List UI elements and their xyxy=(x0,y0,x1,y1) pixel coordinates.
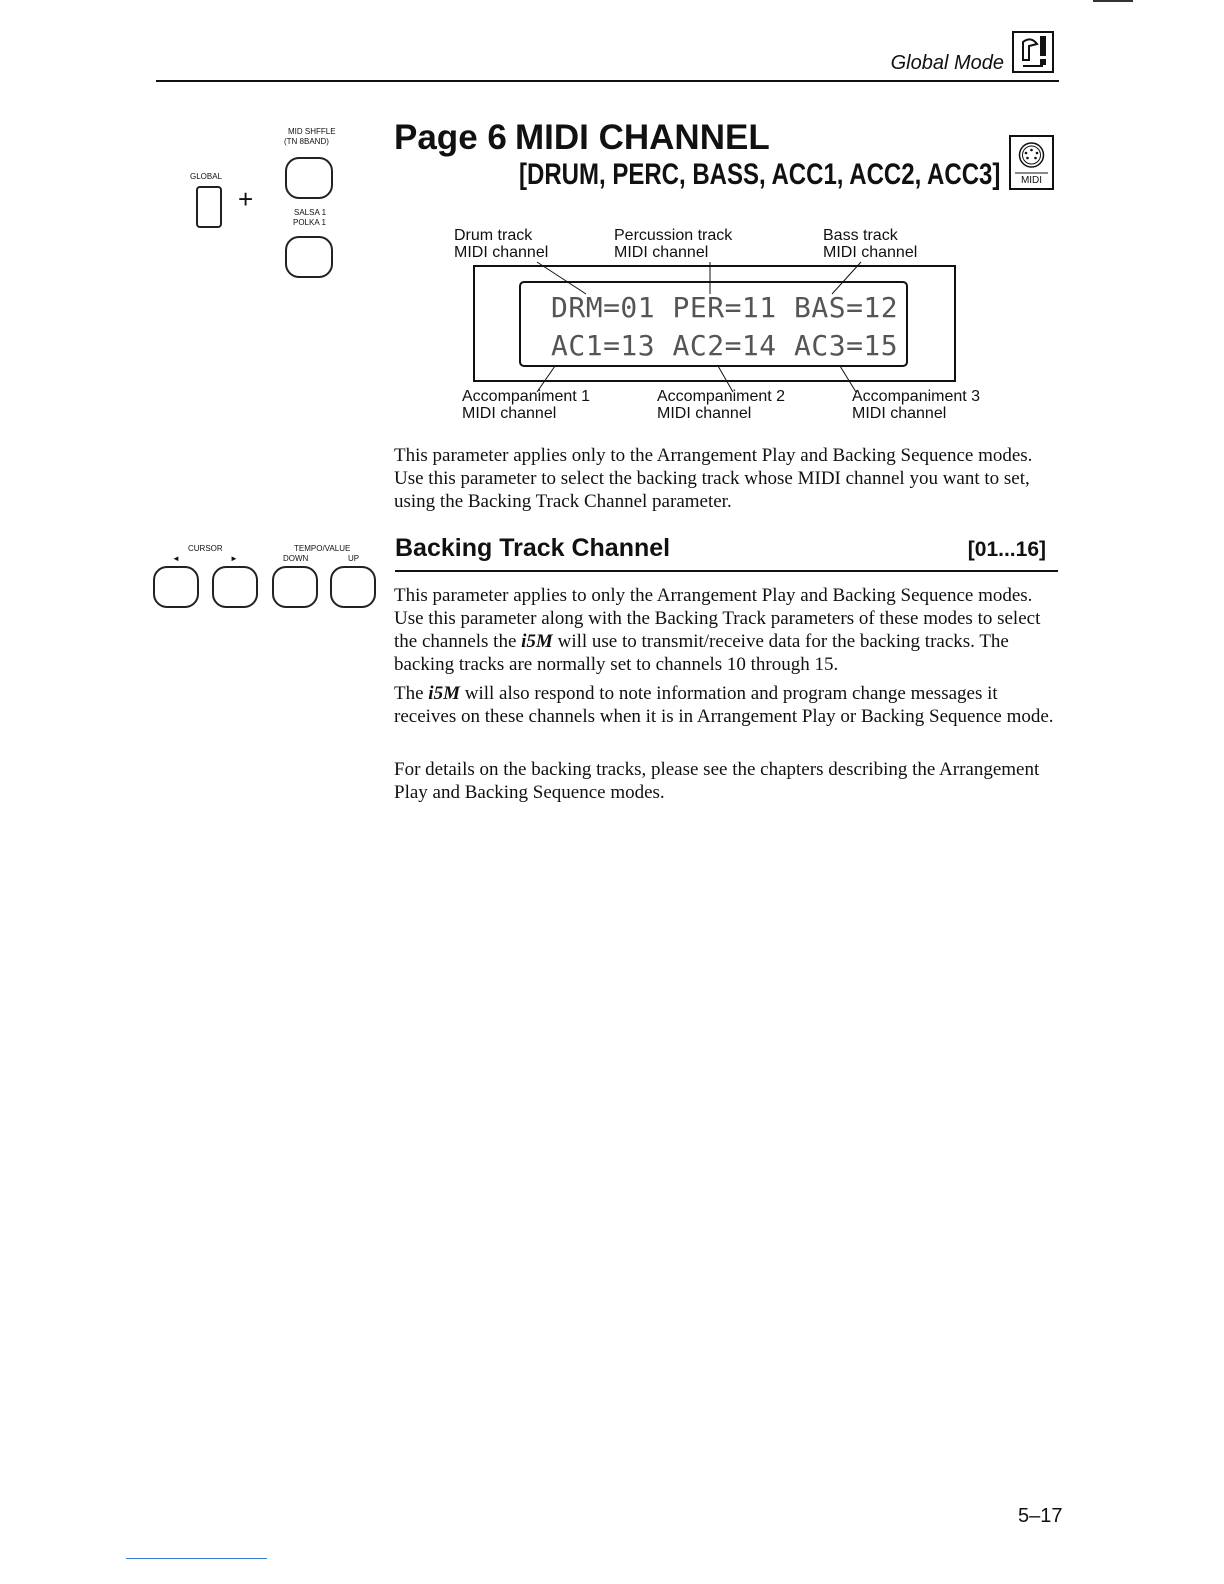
pointer-drum xyxy=(537,262,586,294)
intro-paragraph: This parameter applies only to the Arrangement Play and Backing Sequence modes. Use this parameter to select the backing track whose MIDI channel you want to set, using the Backing Track Channel parameter. xyxy=(394,445,1033,512)
acc1-label: Accompaniment 1 MIDI channel xyxy=(462,388,591,422)
button2-label-top: SALSA 1 xyxy=(294,208,327,217)
value-down-button[interactable] xyxy=(272,566,318,608)
global-button-label: GLOBAL xyxy=(190,172,223,181)
down-label: DOWN xyxy=(283,554,309,563)
bass-track-label: Bass track MIDI channel xyxy=(823,227,918,261)
cursor-right-arrow-icon: ► xyxy=(230,554,238,563)
percussion-track-label: Percussion track MIDI channel xyxy=(614,227,733,261)
page-title: MIDI CHANNEL xyxy=(515,118,770,157)
pointer-lines xyxy=(0,0,1224,420)
page-number: 5–17 xyxy=(1018,1505,1063,1527)
button1-label-bottom: (TN 8BAND) xyxy=(284,137,329,146)
cursor-left-arrow-icon: ◄ xyxy=(172,554,180,563)
section-paragraph-3: For details on the backing tracks, please see the chapters describing the Arrangement Play and Backing Sequence modes. xyxy=(394,759,1040,803)
section-rule xyxy=(395,570,1058,572)
section-range: [01...16] xyxy=(967,538,1046,561)
header-title: Global Mode xyxy=(890,52,1004,74)
pointer-bass xyxy=(832,262,861,294)
midi-icon-label: MIDI xyxy=(1020,175,1043,186)
lcd-line-2: AC1=13 AC2=14 AC3=15 xyxy=(551,329,899,362)
button2-label-bottom: POLKA 1 xyxy=(293,218,326,227)
page-number-title: Page 6 xyxy=(394,118,507,157)
tempo-value-label: TEMPO/VALUE xyxy=(294,544,351,553)
drum-track-label: Drum track MIDI channel xyxy=(454,227,549,261)
lcd-line-1: DRM=01 PER=11 BAS=12 xyxy=(551,291,899,324)
value-up-button[interactable] xyxy=(330,566,376,608)
cursor-left-button[interactable] xyxy=(153,566,199,608)
cursor-label: CURSOR xyxy=(188,544,223,553)
page-parameters: [DRUM, PERC, BASS, ACC1, ACC2, ACC3] xyxy=(519,158,1001,191)
button1-label-top: MID SHFFLE xyxy=(288,127,336,136)
section-paragraph-2: The i5M will also respond to note information and program change messages it receives on these channels when it is in Arrangement Play or Backing Sequence mode. xyxy=(394,683,1054,727)
acc3-label: Accompaniment 3 MIDI channel xyxy=(852,388,981,422)
cursor-right-button[interactable] xyxy=(212,566,258,608)
plus-sign: + xyxy=(238,184,254,214)
section-title: Backing Track Channel xyxy=(395,534,671,562)
section-paragraph-1: This parameter applies to only the Arrangement Play and Backing Sequence modes. Use this parameter along with the Backing Track parameters of these modes to select the channels the i5M will use to transmit/receive data for the backing tracks. The backing tracks are normally set to channels 10 through 15. xyxy=(394,585,1041,675)
acc2-label: Accompaniment 2 MIDI channel xyxy=(657,388,786,422)
footer-rule xyxy=(126,1558,267,1559)
up-label: UP xyxy=(348,554,360,563)
